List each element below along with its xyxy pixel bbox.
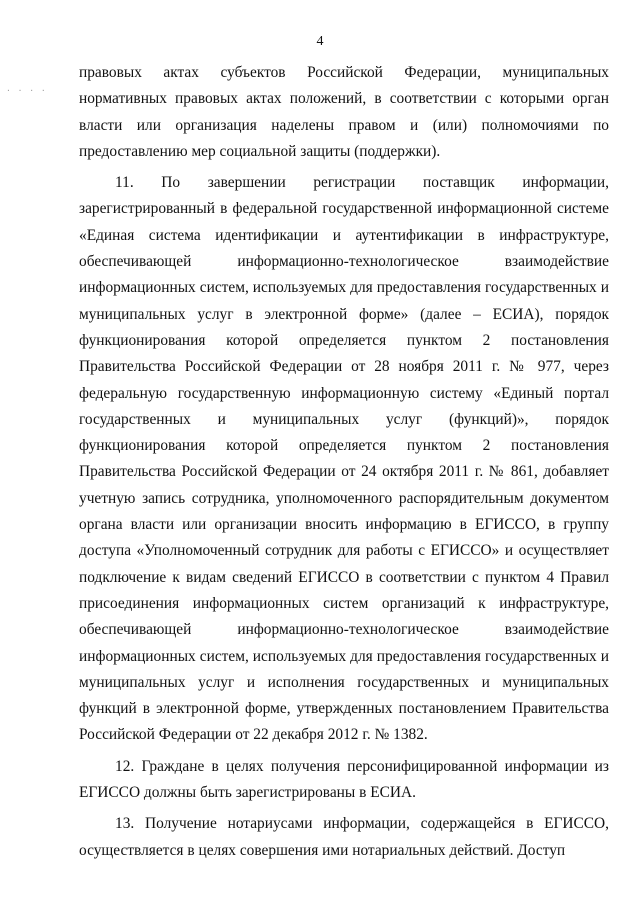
scan-artifact: · · · · bbox=[6, 86, 47, 95]
paragraph-12: 12. Граждане в целях получения персонифицированной информации из ЕГИССО должны быть зарегистрированы в ЕСИА. bbox=[79, 757, 609, 802]
page-number: 4 bbox=[316, 34, 324, 49]
paragraph-11: 11. По завершении регистрации поставщик информации, зарегистрированный в федеральной государственной информационной системе «Единая система идентификации и аутентификации в инфраструктуре, обеспечивающей информационно-технологическое взаимодействие информационных систем, используемых для предоставления государственных и муниципальных услуг в электронной форме» (далее – ЕСИА), порядок функционирования которой определяется пунктом 2 постановления Правительства Российской Федерации от 28 ноября 2011 г. № 977, через федеральную государственную информационную систему «Единый портал государственных и муниципальных услуг (функций)», порядок функционирования которой определяется пунктом 2 постановления Правительства Российской Федерации от 24 октября 2011 г. № 861, добавляет учетную запись сотрудника, уполномоченного распорядительным документом органа власти или организации вносить информацию в ЕГИССО, в группу доступа «Уполномоченный сотрудник для работы с ЕГИССО» и осуществляет подключение к видам сведений ЕГИССО в соответствии с пунктом 4 Правил присоединения информационных систем организаций к инфраструктуре, обеспечивающей информационно-технологическое взаимодействие информационных систем, используемых для предоставления государственных и муниципальных услуг и исполнения государственных и муниципальных функций в электронной форме, утвержденных постановлением Правительства Российской Федерации от 22 декабря 2012 г. № 1382. bbox=[79, 174, 609, 744]
document-body bbox=[79, 60, 609, 864]
paragraph-continuation: правовых актах субъектов Российской Федерации, муниципальных нормативных правовых актах положений, в соответствии с которыми орган власти или организация наделены правом и (или) полномочиями по предоставлению мер социальной защиты (поддержки). bbox=[79, 64, 609, 160]
paragraph-13: 13. Получение нотариусами информации, содержащейся в ЕГИССО, осуществляется в целях совершения ими нотариальных действий. Доступ bbox=[79, 815, 609, 859]
